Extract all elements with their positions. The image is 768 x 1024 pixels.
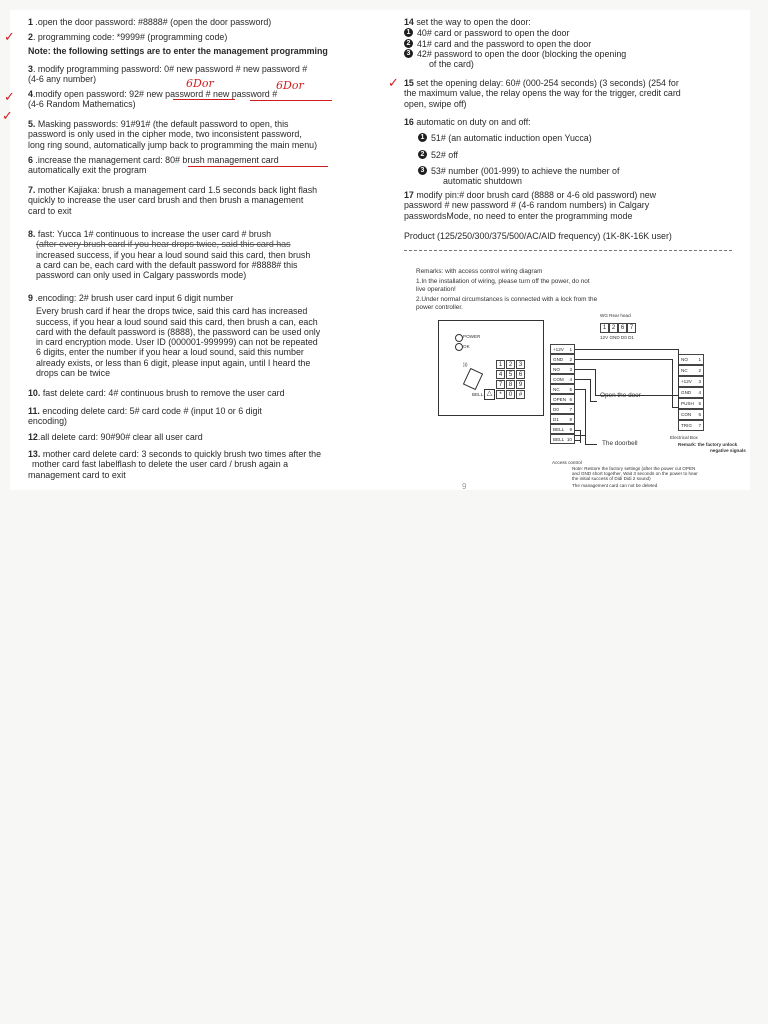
keypad-key: # (516, 390, 525, 399)
keypad-key: 2 (506, 360, 515, 369)
option-41: 2 41# card and the password to open the door (404, 39, 740, 49)
keypad-key: 9 (516, 380, 525, 389)
terminal-open: OPEN 6 (550, 394, 575, 404)
ok-led (455, 343, 463, 351)
wire (575, 349, 678, 350)
instruction-12: 12.all delete card: 90#90# clear all user card (28, 432, 203, 442)
box-terminal-plus-12v: +12V 3 (678, 376, 704, 387)
wiegand-pin-labels: 12V GND D0 D1 (600, 335, 634, 340)
instruction-10: 10. fast delete card: 4# continuous brush to remove the user card (28, 388, 285, 398)
box-terminal-gnd: GND 4 (678, 387, 704, 398)
instruction-4: 4.modify open password: 92# new password # new password # (4-6 Random Mathematics) (28, 89, 278, 110)
instruction-16: 16 automatic on duty on and off: 1 51# (an automatic induction open Yucca) 2 52# off 3 53# number (001-999) to achieve the number of automatic shutdown (404, 117, 740, 186)
reset-note: and GND short together, Wait 3 seconds on the power to hear (572, 471, 698, 476)
terminal-bell: BELL 10 (550, 434, 575, 444)
instruction-14: 14 set the way to open the door: 1 40# card or password to open the door 2 41# card and the password to open the door 3 42# password to open the door (blocking the opening of the card) (404, 17, 740, 69)
instruction-15: 15 set the opening delay: 60# (000-254 seconds) (3 seconds) (254 for the maximum value, the relay opens the way for the trigger, credit card open, swipe off) (404, 78, 681, 109)
terminal-plus-12v: +12V 1 (550, 344, 575, 354)
keypad-key: 4 (496, 370, 505, 379)
keypad-key: 5 (506, 370, 515, 379)
power-led (455, 334, 463, 342)
terminal-nc: NC 5 (550, 384, 575, 394)
wire (595, 369, 596, 395)
note-management: Note: the following settings are to enter the management programming (28, 46, 328, 56)
terminal-gnd: GND 2 (550, 354, 575, 364)
wiegand-pin: 1 (600, 323, 609, 333)
wire (585, 444, 597, 445)
red-checkmark: ✓ (388, 75, 399, 90)
wire (672, 359, 673, 407)
product-line: Product (125/250/300/375/500/AC/AID frequency) (1K-8K-16K user) (404, 231, 672, 241)
remarks-line: power controller. (416, 304, 463, 311)
red-checkmark: ✓ (4, 89, 15, 104)
wire (575, 440, 580, 441)
instruction-7: 7. mother Kajiaka: brush a management card 1.5 seconds back light flash quickly to increase the user card brush and then brush a management card to exit (28, 185, 318, 216)
remarks-line: live operation! (416, 286, 456, 293)
option-52: 2 52# off (418, 150, 740, 160)
handwritten-note: 6Dor (276, 79, 304, 92)
wiegand-pin: 6 (618, 323, 627, 333)
keypad-key: 8 (506, 380, 515, 389)
bell-icon: △ (484, 389, 495, 400)
access-control-note: Access control (552, 460, 582, 465)
instruction-11: 11. encoding delete card: 5# card code # (input 10 or 6 digit encoding) (28, 406, 262, 427)
instruction-9: 9 .encoding: 2# brush user card input 6 digit number Every brush card if hear the drops twice, said this card has increased success, if you hear a loud sound said this card, then brush a can, each card with the default password is (8888), the password can be used only in card encryption mode. User ID (000001-999999) can not be repeated 6 digits, enter the number if you hear a loud sound, said this number already exists, or less than 6 digit, please input again, until I heard the drops can be twice (28, 293, 321, 379)
instruction-13: 13. mother card delete card: 3 seconds to quickly brush two times after the mother card fast labelflash to delete the user card / brush again a management card to exit (28, 449, 322, 480)
power-label: POWER (463, 334, 481, 339)
red-underline (250, 100, 332, 101)
wire (575, 379, 590, 380)
box-terminal-push: PUSH 5 (678, 398, 704, 409)
remark-negative: Remark: the factory unlock (678, 442, 738, 447)
box-terminal-trig: TRIG 7 (678, 420, 704, 431)
keypad-key: 3 (516, 360, 525, 369)
instruction-2: 2. programming code: *9999# (programming code) (28, 32, 228, 42)
box-terminal-no: NO 1 (678, 354, 704, 365)
wire (585, 389, 586, 444)
wire (575, 389, 585, 390)
instruction-3: 3. modify programming password: 0# new password # new password # (4-6 any number) (28, 64, 308, 85)
wiring-diagram (404, 262, 746, 502)
red-checkmark: ✓ (2, 108, 13, 123)
option-53: 3 53# number (001-999) to achieve the number of automatic shutdown (418, 166, 740, 187)
wiegand-pin: 2 (609, 323, 618, 333)
keypad-key: 0 (506, 390, 515, 399)
reset-note: Note: Restore the factory settings (after the power cut OPEN (572, 466, 696, 471)
doorbell-label: The doorbell (602, 440, 638, 447)
terminal-com: COM 4 (550, 374, 575, 384)
remarks-line: 2.Under normal circumstances is connected with a lock from the (416, 296, 598, 303)
option-42: 3 42# password to open the door (blocking the opening of the card) (404, 49, 740, 70)
wire (678, 349, 679, 420)
red-underline (173, 99, 235, 100)
option-40: 1 40# card or password to open the door (404, 28, 740, 38)
keypad-key: * (496, 390, 505, 399)
dashed-separator (404, 250, 732, 251)
remarks-title: Remarks: with access control wiring diagram (416, 268, 543, 275)
instruction-6: 6 .increase the management card: 80# brush management card automatically exit the program (28, 155, 279, 176)
wiegand-label: WG Rear head (600, 313, 631, 318)
wiegand-pin: 7 (627, 323, 636, 333)
open-door-label: Open the door (600, 392, 641, 399)
terminal-bell: BELL 9 (550, 424, 575, 434)
electrical-box-label: Electrical Box (670, 435, 698, 440)
instruction-8: 8. fast: Yucca 1# continuous to increase the user card # brush (after every brush card if you hear drops twice, said this card has increased success, if you hear a loud sound said this card, then brush a card can be, each card with the default password for #8888# this password can only used in Calgary passwords mode) (28, 229, 311, 281)
terminal-no: NO 3 (550, 364, 575, 374)
instruction-1: 1 .open the door password: #8888# (open the door password) (28, 17, 272, 27)
bell-text: BELL (472, 392, 484, 397)
ok-label: OK (463, 344, 470, 349)
wire (580, 430, 581, 443)
instruction-17: 17 modify pin:# door brush card (8888 or 4-6 old password) new password # new password # (4-6 random numbers) in Calgary passwordsMode, no need to enter the programming mode (404, 190, 657, 221)
wire (575, 359, 672, 360)
wire (590, 401, 597, 402)
remark-negative: negative signals (710, 448, 746, 453)
terminal-d1: D1 8 (550, 414, 575, 424)
remarks-line: 1.In the installation of wiring, please turn off the power, do not (416, 278, 590, 285)
reset-note: the initial success of Didi Didi 2 sound) (572, 476, 651, 481)
wire (590, 379, 591, 401)
handwritten-note: 6Dor (186, 77, 214, 90)
terminal-d0: D0 7 (550, 404, 575, 414)
option-51: 1 51# (an automatic induction open Yucca) (418, 133, 740, 143)
instruction-5: 5. Masking passwords: 91#91# (the default password to open, this password is only used in the cipher mode, two inconsistent password, long ring sound, automatically jump back to programming the main menu) (28, 119, 318, 150)
management-card-note: The management card can not be deleted (572, 483, 658, 488)
keypad-key: 7 (496, 380, 505, 389)
box-terminal-con: CON 6 (678, 409, 704, 420)
keypad-key: 1 (496, 360, 505, 369)
wire (672, 407, 678, 408)
keypad-key: 6 (516, 370, 525, 379)
red-underline (188, 166, 328, 167)
wire (575, 369, 595, 370)
device-outline (438, 320, 544, 416)
rf-signal-icon: ))) (463, 362, 468, 367)
box-terminal-nc: NC 2 (678, 365, 704, 376)
page-number: 9 (462, 482, 467, 491)
red-checkmark: ✓ (4, 29, 15, 44)
